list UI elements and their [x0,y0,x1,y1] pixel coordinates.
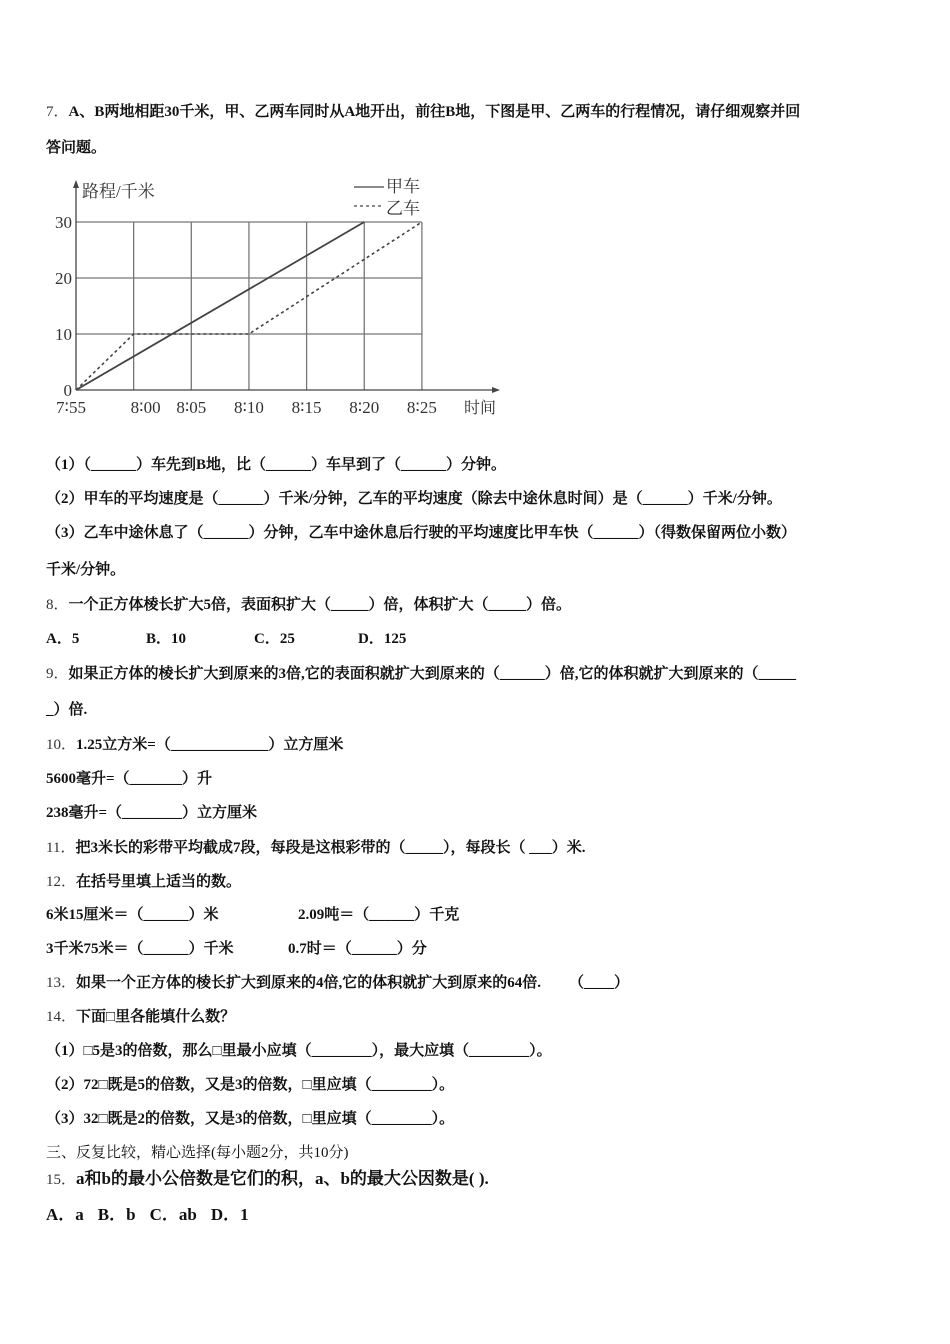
question-number: 12． [46,874,77,890]
option-c[interactable]: C．25 [254,631,295,647]
x-tick-label: 8∶25 [406,398,437,417]
q14-sub2: （2）72□既是5的倍数，又是3的倍数，□里应填（________）。 [46,1077,455,1093]
q13-blank: （____） [569,975,630,991]
q7-line2: 答问题。 [46,140,107,156]
y-tick-label: 30 [55,213,72,232]
q12-b: 2.09吨＝（______）千克 [298,907,460,923]
q9-line1 [46,664,796,684]
y-axis-label: 路程/千米 [82,182,155,201]
chart-labels [55,177,496,417]
q10-line2: 5600毫升=（_______）升 [46,771,213,787]
q12-c: 3千米75米＝（______）千米 [46,941,234,957]
q8-text: 一个正方体棱长扩大5倍，表面积扩大（_____）倍，体积扩大（_____）倍。 [68,597,572,613]
option-b[interactable]: B．b [97,1205,136,1224]
question-number: 15． [46,1172,77,1188]
q12-a: 6米15厘米＝（______）米 [46,907,219,923]
x-tick-label: 8∶00 [130,398,161,417]
x-axis-label: 时间 [464,400,497,417]
x-tick-label: 8∶10 [233,398,264,417]
q9-line2: _）倍. [46,702,88,718]
q12-row1 [46,905,459,925]
chart-grid [73,180,500,393]
section-heading: 三、反复比较，精心选择(每小题2分，共10分) [46,1145,349,1161]
q7-text: A、B两地相距30千米，甲、乙两车同时从A地开出，前往B地，下图是甲、乙两车的行程情况，请仔细观察并回 [68,104,801,120]
y-tick-label: 0 [63,381,72,400]
question-number: 11． [46,840,76,856]
q11-text: 把3米长的彩带平均截成7段，每段是这根彩带的（_____），每段长（ ___）米. [75,840,586,856]
q12-text: 在括号里填上适当的数。 [76,874,242,890]
q8-options [46,629,406,649]
q10-line3: 238毫升=（________）立方厘米 [46,805,258,821]
q15-line [46,1169,489,1190]
q14-sub3: （3）32□既是2的倍数，又是3的倍数，□里应填（________）。 [46,1111,455,1127]
question-number: 8． [46,597,69,613]
option-b[interactable]: B．10 [146,631,187,647]
q12-row2 [46,939,427,959]
q14-text: 下面□里各能填什么数？ [76,1009,236,1025]
x-axis-arrow-icon [492,387,500,393]
legend-label-jia: 甲车 [386,177,420,196]
option-c[interactable]: C．ab [149,1205,197,1224]
distance-time-chart [40,175,510,425]
x-tick-label: 8∶05 [176,398,207,417]
x-tick-label: 8∶20 [349,398,380,417]
x-tick-label: 7∶55 [56,398,86,417]
question-number: 7． [46,104,69,120]
series-line-jia [76,222,364,390]
q13-text: 如果一个正方体的棱长扩大到原来的4倍,它的体积就扩大到原来的64倍. [76,975,542,991]
q9-text: 如果正方体的棱长扩大到原来的3倍,它的表面积就扩大到原来的（______）倍,它的体积就扩大到原来的（_____ [68,666,797,682]
q10-text: 1.25立方米=（_____________）立方厘米 [76,737,344,753]
q7-sub3-cont: 千米/分钟。 [46,562,126,578]
question-number: 10． [46,737,77,753]
q11-line [46,838,585,858]
option-d[interactable]: D．125 [358,631,407,647]
q10-line1 [46,735,343,755]
question-number: 14． [46,1009,77,1025]
q13-line [46,973,629,993]
q14-line [46,1007,235,1027]
question-number: 13． [46,975,77,991]
q8-line [46,595,571,615]
q7-line1 [46,102,800,122]
x-tick-label: 8∶15 [291,398,322,417]
q15-options [46,1205,249,1225]
option-a[interactable]: A．5 [46,631,80,647]
q7-sub3: （3）乙车中途休息了（______）分钟，乙车中途休息后行驶的平均速度比甲车快（______）（得数保留两位小数） [46,525,797,541]
y-tick-label: 10 [55,325,72,344]
q12-d: 0.7时＝（______）分 [288,941,427,957]
q7-sub1: （1）（______）车先到B地，比（______）车早到了（______）分钟。 [46,457,507,473]
question-number: 9． [46,666,69,682]
q15-text: a和b的最小公倍数是它们的积，a、b的最大公因数是( ). [76,1169,489,1188]
q7-sub2: （2）甲车的平均速度是（______）千米/分钟，乙车的平均速度（除去中途休息时间）是（______）千米/分钟。 [46,491,782,507]
option-d[interactable]: D．1 [210,1205,249,1224]
option-a[interactable]: A．a [46,1205,84,1224]
q12-line [46,872,241,892]
legend-label-yi: 乙车 [386,199,420,218]
y-axis-arrow-icon [73,180,79,188]
y-tick-label: 20 [55,269,72,288]
q14-sub1: （1）□5是3的倍数，那么□里最小应填（________），最大应填（________）。 [46,1043,552,1059]
